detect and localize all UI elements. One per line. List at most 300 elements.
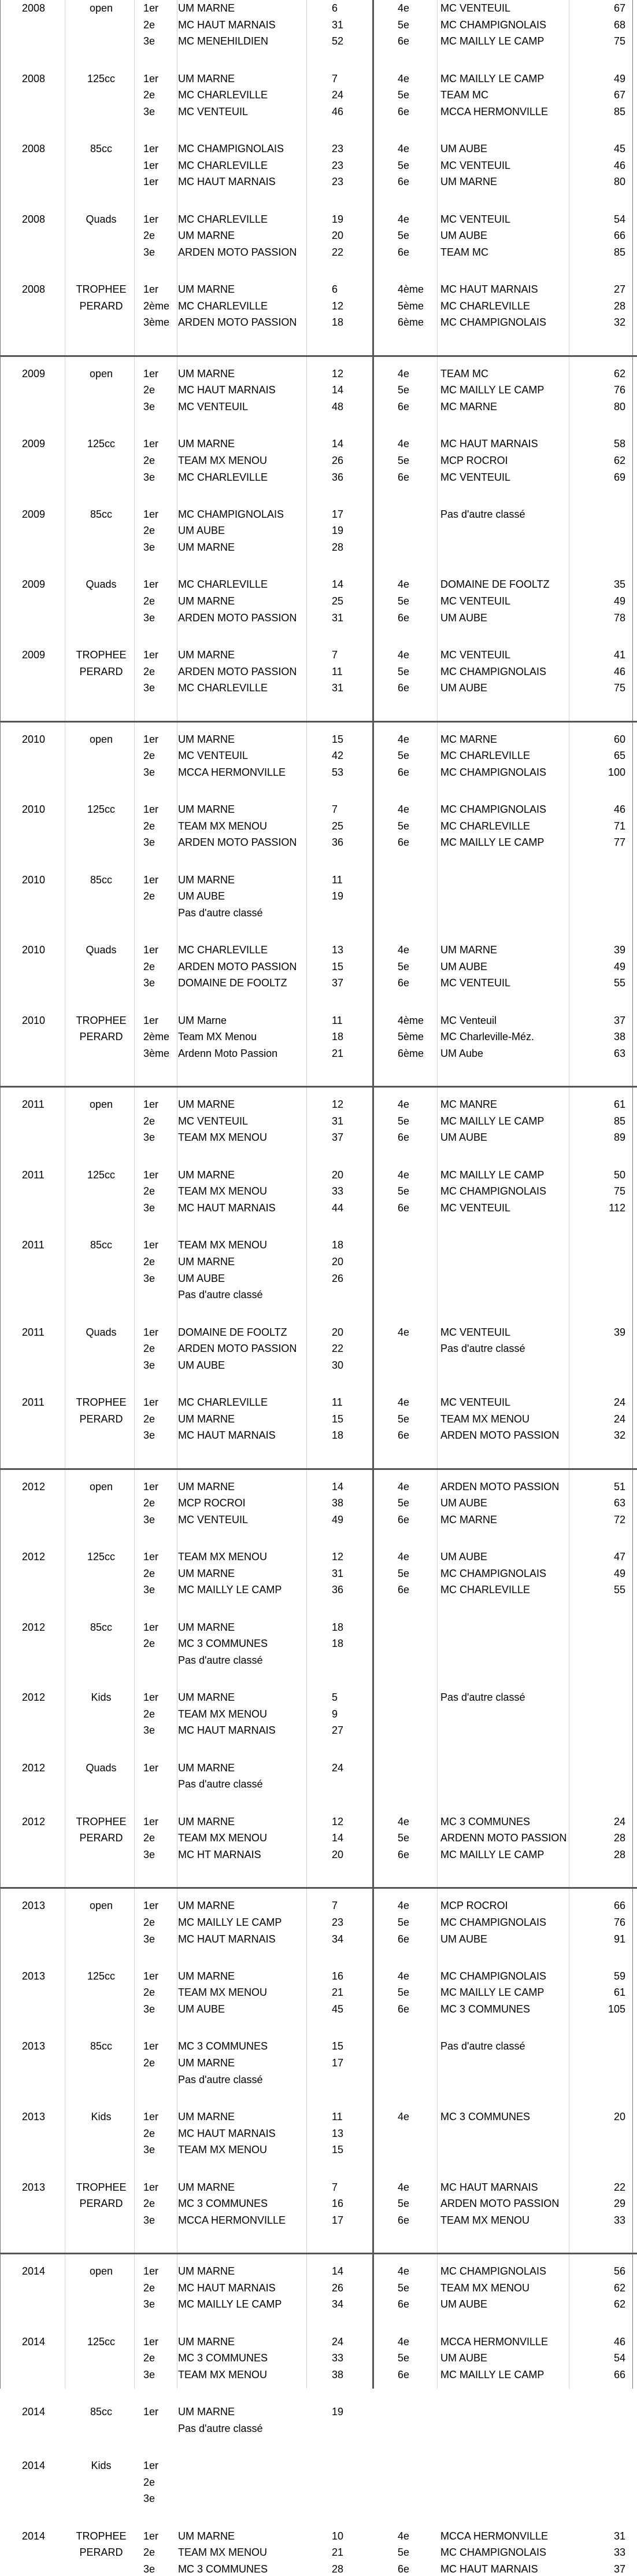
points-right-cell: 38 (613, 1031, 625, 1043)
team-right-cell: MC VENTEUIL (440, 2, 511, 14)
points-cell: 36 (332, 1584, 344, 1596)
rank-cell: 1er (143, 804, 159, 816)
points-cell: 11 (332, 1396, 343, 1409)
team-cell: Pas d'autre classé (178, 1289, 263, 1301)
year-cell: 2012 (22, 1691, 46, 1704)
rank-right-cell: 6e (398, 977, 410, 989)
points-cell: 20 (332, 230, 344, 242)
points-cell: 7 (332, 804, 338, 816)
team-cell: UM MARNE (178, 1621, 235, 1633)
rank-right-cell: 5e (398, 159, 410, 171)
team-right-cell: MC MAILLY LE CAMP (440, 35, 545, 47)
rank-cell: 3ème (143, 316, 170, 329)
category-cell: PERARD (79, 1031, 123, 1043)
points-cell: 28 (332, 2563, 344, 2575)
points-cell: 7 (332, 648, 338, 661)
year-separator (0, 355, 637, 357)
rank-cell: 3e (143, 1513, 155, 1525)
team-right-cell: MC CHAMPIGNOLAIS (440, 804, 547, 816)
points-right-cell: 24 (613, 1413, 625, 1425)
team-cell: ARDEN MOTO PASSION (178, 316, 297, 329)
team-right-cell: Pas d'autre classé (440, 2040, 525, 2052)
rank-right-cell: 6e (398, 1584, 410, 1596)
points-cell: 15 (332, 2040, 344, 2052)
rank-cell: 2e (143, 960, 155, 972)
year-separator (0, 1468, 637, 1470)
team-cell: Pas d'autre classé (178, 1654, 263, 1666)
team-right-cell: MC VENTEUIL (440, 1326, 511, 1338)
category-cell: 125cc (87, 804, 116, 816)
rank-cell: 3e (143, 2493, 155, 2505)
team-cell: UM AUBE (178, 2003, 225, 2015)
rank-cell: 2e (143, 1255, 155, 1267)
points-right-cell: 37 (613, 2563, 625, 2575)
rank-right-cell: 4e (398, 2335, 410, 2347)
points-right-cell: 62 (613, 454, 625, 466)
rank-right-cell: 5e (398, 2546, 410, 2559)
team-cell: TEAM MX MENOU (178, 2144, 268, 2156)
rank-right-cell: 4e (398, 2181, 410, 2193)
team-right-cell: Pas d'autre classé (440, 1343, 525, 1355)
team-right-cell: UM MARNE (440, 944, 497, 956)
points-cell: 21 (332, 2546, 344, 2559)
grid-column-line (372, 0, 374, 2389)
points-cell: 10 (332, 2530, 344, 2542)
rank-right-cell: 6e (398, 1202, 410, 1214)
rank-right-cell: 4e (398, 2110, 410, 2122)
rank-cell: 2e (143, 2352, 155, 2364)
points-cell: 9 (332, 1708, 338, 1720)
year-cell: 2014 (22, 2530, 46, 2542)
rank-right-cell: 6e (398, 176, 410, 188)
rank-right-cell: 4e (398, 733, 410, 745)
team-right-cell: UM AUBE (440, 2352, 488, 2364)
team-cell: UM Marne (178, 1014, 227, 1026)
rank-cell: 3e (143, 1202, 155, 1214)
points-right-cell: 49 (613, 595, 625, 607)
rank-right-cell: 4e (398, 1169, 410, 1181)
team-cell: DOMAINE DE FOOLTZ (178, 977, 287, 989)
rank-cell: 3e (143, 1848, 155, 1860)
rank-right-cell: 6e (398, 1429, 410, 1442)
points-cell: 11 (332, 665, 343, 677)
rank-cell: 1er (143, 1239, 159, 1251)
points-cell: 23 (332, 159, 344, 171)
points-cell: 24 (332, 2335, 344, 2347)
rank-right-cell: 4e (398, 1326, 410, 1338)
points-cell: 42 (332, 750, 344, 762)
rank-right-cell: 4e (398, 143, 410, 155)
team-right-cell: MC MAILLY LE CAMP (440, 1987, 545, 1999)
rank-right-cell: 6ème (398, 316, 424, 329)
rank-cell: 1er (143, 1396, 159, 1409)
points-cell: 11 (332, 1014, 343, 1026)
year-cell: 2008 (22, 283, 46, 296)
team-cell: MC 3 COMMUNES (178, 2563, 268, 2575)
rank-cell: 1er (143, 1900, 159, 1912)
points-right-cell: 63 (613, 1497, 625, 1509)
year-cell: 2009 (22, 648, 46, 661)
points-cell: 31 (332, 682, 344, 694)
points-cell: 37 (332, 977, 344, 989)
team-cell: UM MARNE (178, 1691, 235, 1704)
team-right-cell: MC VENTEUIL (440, 648, 511, 661)
team-right-cell: MC CHAMPIGNOLAIS (440, 1185, 547, 1197)
points-cell: 33 (332, 2352, 344, 2364)
year-cell: 2013 (22, 1900, 46, 1912)
points-right-cell: 62 (613, 2282, 625, 2294)
team-right-cell: MC CHAMPIGNOLAIS (440, 19, 547, 31)
team-right-cell: MC HAUT MARNAIS (440, 2563, 538, 2575)
rank-right-cell: 4e (398, 72, 410, 84)
rank-cell: 1er (143, 578, 159, 591)
rank-cell: 1er (143, 2110, 159, 2122)
points-right-cell: 29 (613, 2198, 625, 2210)
rank-cell: 2e (143, 1343, 155, 1355)
team-right-cell: MC MANRE (440, 1099, 497, 1111)
rank-cell: 2e (143, 665, 155, 677)
team-cell: UM MARNE (178, 2110, 235, 2122)
rank-right-cell: 4e (398, 2, 410, 14)
points-cell: 28 (332, 541, 344, 554)
year-cell: 2010 (22, 1014, 46, 1026)
category-cell: 125cc (87, 72, 116, 84)
category-cell: 85cc (90, 1621, 113, 1633)
category-cell: 125cc (87, 1169, 116, 1181)
team-cell: UM MARNE (178, 72, 235, 84)
points-cell: 18 (332, 1429, 344, 1442)
rank-right-cell: 5e (398, 230, 410, 242)
points-cell: 15 (332, 2144, 344, 2156)
rank-right-cell: 6e (398, 836, 410, 849)
points-cell: 24 (332, 1761, 344, 1774)
team-right-cell: MC VENTEUIL (440, 159, 511, 171)
points-right-cell: 60 (613, 733, 625, 745)
points-cell: 6 (332, 2, 338, 14)
points-right-cell: 75 (613, 682, 625, 694)
category-cell: TROPHEE (76, 2181, 127, 2193)
team-cell: TEAM MX MENOU (178, 820, 268, 832)
points-cell: 44 (332, 1202, 344, 1214)
category-cell: open (89, 367, 113, 379)
year-cell: 2013 (22, 2110, 46, 2122)
year-cell: 2008 (22, 2, 46, 14)
team-cell: Ardenn Moto Passion (178, 1047, 278, 1059)
rank-cell: 3e (143, 2003, 155, 2015)
category-cell: TROPHEE (76, 1815, 127, 1827)
team-cell: MCP ROCROI (178, 1497, 246, 1509)
team-cell: MC 3 COMMUNES (178, 2040, 268, 2052)
rank-cell: 1er (143, 1551, 159, 1563)
year-cell: 2010 (22, 733, 46, 745)
year-cell: 2011 (22, 1396, 45, 1409)
category-cell: 125cc (87, 2335, 116, 2347)
rank-cell: 1er (143, 1169, 159, 1181)
team-right-cell: Pas d'autre classé (440, 1691, 525, 1704)
rank-right-cell: 6e (398, 611, 410, 624)
category-cell: open (89, 733, 113, 745)
rank-cell: 1er (143, 648, 159, 661)
points-right-cell: 54 (613, 2352, 625, 2364)
points-right-cell: 66 (613, 1900, 625, 1912)
category-cell: Kids (91, 2110, 112, 2122)
rank-right-cell: 6e (398, 2214, 410, 2226)
category-cell: open (89, 2, 113, 14)
points-cell: 19 (332, 525, 344, 537)
rank-cell: 1er (143, 2530, 159, 2542)
rank-cell: 1er (143, 176, 159, 188)
team-cell: UM MARNE (178, 2181, 235, 2193)
points-right-cell: 22 (613, 2181, 625, 2193)
year-cell: 2009 (22, 508, 46, 520)
team-right-cell: UM AUBE (440, 1551, 488, 1563)
points-right-cell: 28 (613, 1848, 625, 1860)
team-cell: TEAM MX MENOU (178, 454, 268, 466)
team-right-cell: MCP ROCROI (440, 454, 508, 466)
rank-right-cell: 4e (398, 1396, 410, 1409)
team-cell: Pas d'autre classé (178, 2073, 263, 2085)
points-cell: 26 (332, 1272, 344, 1284)
team-right-cell: MC MAILLY LE CAMP (440, 1169, 545, 1181)
team-cell: MC HAUT MARNAIS (178, 19, 276, 31)
points-cell: 14 (332, 384, 344, 396)
rank-cell: 3e (143, 766, 155, 778)
points-cell: 45 (332, 2003, 344, 2015)
points-right-cell: 71 (613, 820, 625, 832)
team-right-cell: MCP ROCROI (440, 1900, 508, 1912)
rank-cell: 3e (143, 611, 155, 624)
rank-cell: 2e (143, 19, 155, 31)
team-cell: UM MARNE (178, 1480, 235, 1492)
year-cell: 2009 (22, 367, 46, 379)
rank-cell: 1er (143, 143, 159, 155)
rank-cell: 2e (143, 2546, 155, 2559)
team-right-cell: UM AUBE (440, 143, 488, 155)
points-cell: 27 (332, 1724, 344, 1737)
team-right-cell: MC MARNE (440, 400, 497, 412)
team-cell: MC CHAMPIGNOLAIS (178, 508, 284, 520)
category-cell: Quads (86, 944, 117, 956)
team-cell: ARDEN MOTO PASSION (178, 1343, 297, 1355)
category-cell: PERARD (79, 2198, 123, 2210)
points-cell: 14 (332, 438, 344, 450)
points-cell: 6 (332, 283, 338, 296)
team-right-cell: MC VENTEUIL (440, 1202, 511, 1214)
year-cell: 2008 (22, 213, 46, 225)
team-cell: UM MARNE (178, 648, 235, 661)
rank-right-cell: 6e (398, 2298, 410, 2310)
category-cell: TROPHEE (76, 1014, 127, 1026)
team-cell: ARDEN MOTO PASSION (178, 836, 297, 849)
points-cell: 13 (332, 944, 344, 956)
rank-right-cell: 4e (398, 648, 410, 661)
team-cell: Pas d'autre classé (178, 906, 263, 919)
team-right-cell: MC MAILLY LE CAMP (440, 2368, 545, 2380)
team-cell: TEAM MX MENOU (178, 1708, 268, 1720)
team-right-cell: MC CHARLEVILLE (440, 1584, 531, 1596)
team-right-cell: MC HAUT MARNAIS (440, 2181, 538, 2193)
category-cell: Kids (91, 2460, 112, 2472)
rank-right-cell: 5e (398, 960, 410, 972)
rank-right-cell: 6e (398, 400, 410, 412)
rank-cell: 2e (143, 2127, 155, 2139)
team-cell: ARDEN MOTO PASSION (178, 960, 297, 972)
rank-right-cell: 5e (398, 820, 410, 832)
rank-cell: 3e (143, 977, 155, 989)
team-right-cell: UM AUBE (440, 2298, 488, 2310)
rank-cell: 1er (143, 2265, 159, 2278)
rank-cell: 3e (143, 471, 155, 483)
team-right-cell: UM AUBE (440, 1933, 488, 1945)
rank-right-cell: 5e (398, 1916, 410, 1928)
points-cell: 12 (332, 367, 344, 379)
rank-cell: 3e (143, 1429, 155, 1442)
rank-cell: 1er (143, 2040, 159, 2052)
category-cell: 85cc (90, 874, 113, 886)
rank-cell: 1er (143, 1014, 159, 1026)
points-right-cell: 91 (613, 1933, 625, 1945)
points-right-cell: 47 (613, 1551, 625, 1563)
team-right-cell: TEAM MX MENOU (440, 2214, 530, 2226)
points-right-cell: 67 (613, 89, 625, 101)
points-cell: 12 (332, 1099, 344, 1111)
rank-cell: 1er (143, 1691, 159, 1704)
rank-right-cell: 5e (398, 1567, 410, 1579)
team-cell: MC CHARLEVILLE (178, 471, 268, 483)
rank-cell: 3e (143, 2144, 155, 2156)
rank-right-cell: 5e (398, 750, 410, 762)
points-cell: 15 (332, 1413, 344, 1425)
rank-cell: 1er (143, 1480, 159, 1492)
category-cell: PERARD (79, 665, 123, 677)
points-cell: 46 (332, 105, 344, 117)
rank-cell: 2ème (143, 1031, 170, 1043)
rank-right-cell: 6e (398, 1513, 410, 1525)
team-cell: MC HT MARNAIS (178, 1848, 261, 1860)
team-right-cell: DOMAINE DE FOOLTZ (440, 578, 550, 591)
rank-cell: 1er (143, 2406, 159, 2418)
team-right-cell: MC MARNE (440, 1513, 497, 1525)
points-cell: 19 (332, 213, 344, 225)
category-cell: 85cc (90, 2406, 113, 2418)
team-cell: UM MARNE (178, 1169, 235, 1181)
points-right-cell: 61 (613, 1987, 625, 1999)
rank-cell: 2e (143, 1916, 155, 1928)
points-right-cell: 85 (613, 246, 625, 258)
points-cell: 34 (332, 2298, 344, 2310)
rank-cell: 2e (143, 1708, 155, 1720)
points-right-cell: 33 (613, 2214, 625, 2226)
points-cell: 12 (332, 1815, 344, 1827)
team-right-cell: MC MAILLY LE CAMP (440, 836, 545, 849)
rank-cell: 1er (143, 283, 159, 296)
category-cell: TROPHEE (76, 648, 127, 661)
rank-cell: 3e (143, 1933, 155, 1945)
team-right-cell: MC VENTEUIL (440, 595, 511, 607)
rank-right-cell: 4e (398, 1970, 410, 1982)
category-cell: open (89, 1900, 113, 1912)
rank-right-cell: 4e (398, 2265, 410, 2278)
points-cell: 21 (332, 1987, 344, 1999)
rank-cell: 3e (143, 682, 155, 694)
team-cell: MC 3 COMMUNES (178, 1638, 268, 1650)
team-cell: UM MARNE (178, 804, 235, 816)
team-cell: MC MENEHILDIEN (178, 35, 269, 47)
points-right-cell: 46 (613, 159, 625, 171)
rank-cell: 3e (143, 2563, 155, 2575)
team-cell: MC CHARLEVILLE (178, 213, 268, 225)
team-right-cell: MC Venteuil (440, 1014, 497, 1026)
year-cell: 2009 (22, 578, 46, 591)
team-cell: TEAM MX MENOU (178, 2368, 268, 2380)
rank-right-cell: 5e (398, 2282, 410, 2294)
rank-right-cell: 4e (398, 367, 410, 379)
rank-right-cell: 6e (398, 1132, 410, 1144)
category-cell: open (89, 2265, 113, 2278)
team-cell: UM AUBE (178, 1272, 225, 1284)
points-right-cell: 78 (613, 611, 625, 624)
year-separator (0, 1887, 637, 1889)
rank-cell: 1er (143, 1621, 159, 1633)
rank-cell: 2e (143, 89, 155, 101)
rank-right-cell: 6e (398, 471, 410, 483)
points-right-cell: 55 (613, 1584, 625, 1596)
year-cell: 2012 (22, 1815, 46, 1827)
rank-right-cell: 5e (398, 1413, 410, 1425)
team-right-cell: MCCA HERMONVILLE (440, 2530, 549, 2542)
team-right-cell: MC VENTEUIL (440, 977, 511, 989)
team-right-cell: TEAM MX MENOU (440, 2282, 530, 2294)
points-right-cell: 75 (613, 35, 625, 47)
rank-cell: 1er (143, 1815, 159, 1827)
team-right-cell: MC CHAMPIGNOLAIS (440, 2546, 547, 2559)
category-cell: open (89, 1099, 113, 1111)
team-cell: TEAM MX MENOU (178, 1239, 268, 1251)
points-right-cell: 41 (613, 648, 625, 661)
points-cell: 7 (332, 72, 338, 84)
team-cell: Pas d'autre classé (178, 2422, 263, 2434)
team-cell: MC VENTEUIL (178, 400, 249, 412)
team-right-cell: MC MAILLY LE CAMP (440, 72, 545, 84)
team-right-cell: UM AUBE (440, 682, 488, 694)
rank-cell: 1er (143, 72, 159, 84)
team-right-cell: MC CHARLEVILLE (440, 300, 531, 312)
team-right-cell: MC CHAMPIGNOLAIS (440, 2265, 547, 2278)
points-cell: 14 (332, 1832, 344, 1844)
points-cell: 17 (332, 2057, 344, 2069)
category-cell: PERARD (79, 300, 123, 312)
rank-cell: 1er (143, 1099, 159, 1111)
team-cell: UM MARNE (178, 2057, 235, 2069)
points-right-cell: 24 (613, 1396, 625, 1409)
category-cell: 125cc (87, 1551, 116, 1563)
points-cell: 53 (332, 766, 344, 778)
points-cell: 19 (332, 2406, 344, 2418)
team-cell: MC VENTEUIL (178, 1115, 249, 1127)
rank-right-cell: 5ème (398, 300, 424, 312)
points-cell: 16 (332, 2198, 344, 2210)
team-cell: MC CHARLEVILLE (178, 944, 268, 956)
year-cell: 2011 (22, 1326, 45, 1338)
rank-right-cell: 5e (398, 384, 410, 396)
points-cell: 37 (332, 1132, 344, 1144)
category-cell: Quads (86, 213, 117, 225)
points-right-cell: 46 (613, 2335, 625, 2347)
points-cell: 15 (332, 733, 344, 745)
points-right-cell: 54 (613, 213, 625, 225)
points-right-cell: 76 (613, 1916, 625, 1928)
points-right-cell: 46 (613, 804, 625, 816)
